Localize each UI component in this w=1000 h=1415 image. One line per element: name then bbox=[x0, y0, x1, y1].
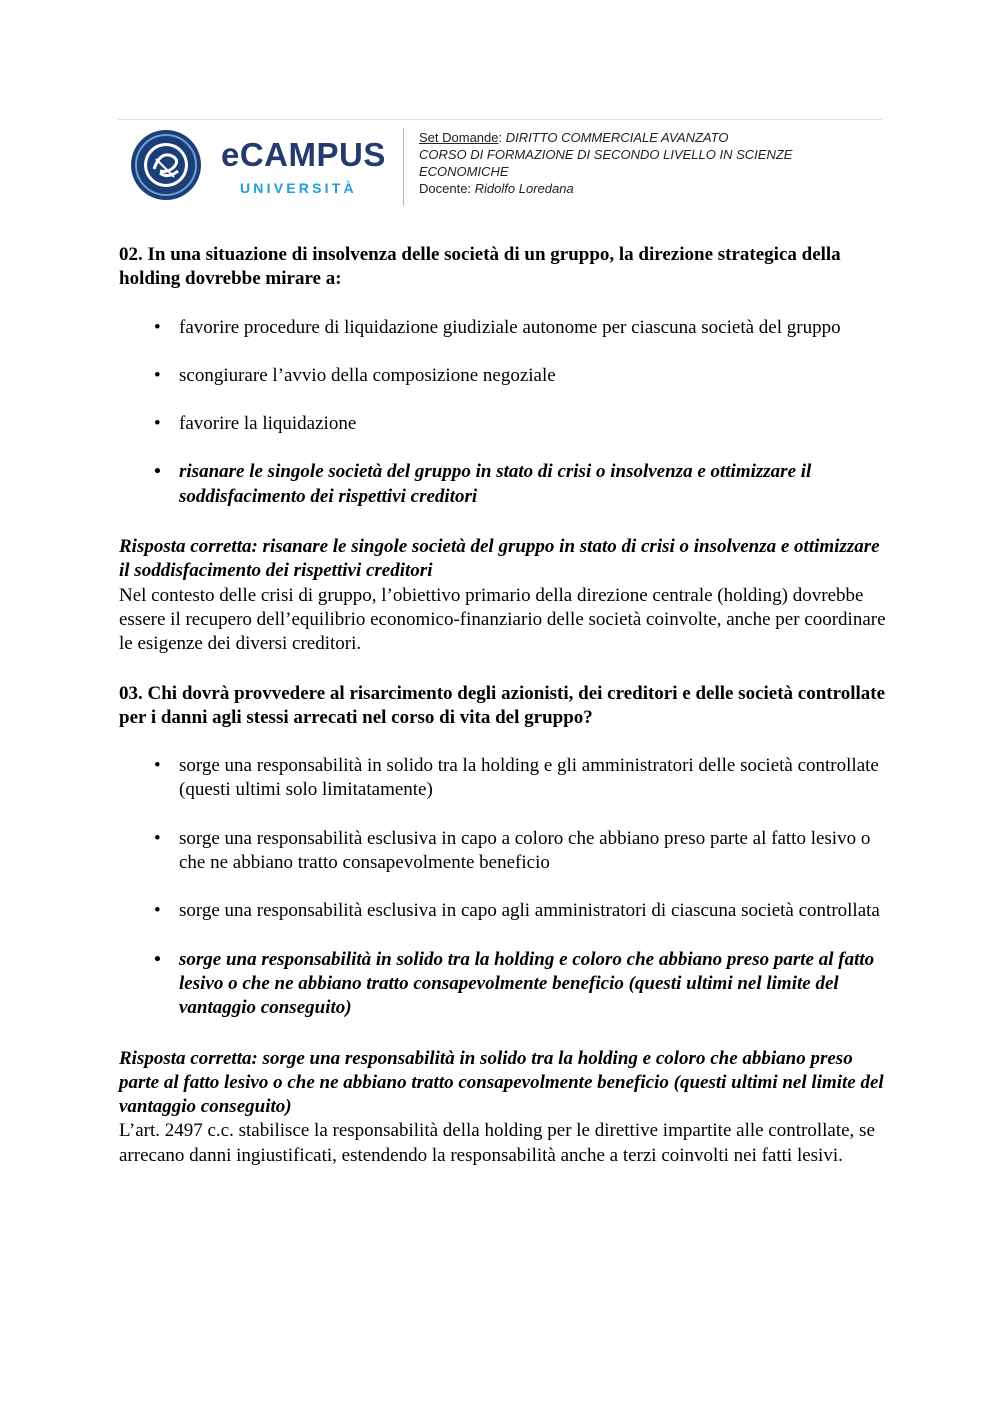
bullet-icon: • bbox=[154, 364, 161, 386]
question-03-explanation: L’art. 2497 c.c. stabilisce la responsabilità della holding per le direttive impartite alle controllate, se arrecano danni ingiustificati, estendendo la responsabilità anche a terzi coinvolti nei fatti lesivi. bbox=[119, 1120, 875, 1166]
docente-label: Docente bbox=[419, 181, 468, 196]
set-line: Set Domande: DIRITTO COMMERCIALE AVANZATO bbox=[419, 130, 729, 145]
bullet-icon: • bbox=[154, 316, 161, 338]
logo-subtitle: UNIVERSITÀ bbox=[240, 180, 357, 196]
question-02-explanation: Nel contesto delle crisi di gruppo, l’obiettivo primario della direzione centrale (holding) dovrebbe essere il recupero dell’equilibrio economico-finanziario delle società coinvolte, anche per coordinare le esigenze dei diversi creditori. bbox=[119, 584, 886, 655]
course-line-1: CORSO DI FORMAZIONE DI SECONDO LIVELLO IN SCIENZE bbox=[419, 147, 793, 162]
bullet-icon: • bbox=[154, 755, 161, 777]
logo-wordmark: eCAMPUS bbox=[221, 136, 386, 173]
ecampus-logo bbox=[126, 125, 396, 205]
question-02-option-correct: • risanare le singole società del gruppo in stato di crisi o insolvenza e ottimizzare il soddisfacimento dei rispettivi creditori bbox=[154, 461, 812, 507]
bullet-icon: • bbox=[154, 413, 161, 435]
question-02-option: • favorire la liquidazione bbox=[119, 412, 889, 436]
question-03-option: • sorge una responsabilità esclusiva in capo a coloro che abbiano preso parte al fatto lesivo o che ne abbiano tratto consapevolmente beneficio bbox=[154, 827, 871, 874]
question-03-option-correct: • sorge una responsabilità in solido tra la holding e coloro che abbiano preso parte al fatto lesivo o che ne abbiano tratto consapevolmente beneficio (questi ultimi nel limite del vantaggio conseguito) bbox=[154, 948, 875, 1019]
question-02-title: 02. In una situazione di insolvenza delle società di un gruppo, la direzione strategica della holding dovrebbe mirare a: bbox=[119, 244, 841, 290]
docente-value: Ridolfo Loredana bbox=[474, 181, 574, 196]
set-value: DIRITTO COMMERCIALE AVANZATO bbox=[505, 130, 729, 145]
header-top-rule bbox=[118, 119, 882, 120]
question-02-option: • scongiurare l’avvio della composizione negoziale bbox=[119, 364, 889, 388]
question-03-option: • sorge una responsabilità in solido tra la holding e gli amministratori delle società controllate (questi ultimi solo limitatamente) bbox=[154, 755, 879, 801]
question-03-option: • sorge una responsabilità esclusiva in capo agli amministratori di ciascuna società controllata bbox=[119, 899, 889, 923]
question-02-option: • favorire procedure di liquidazione giudiziale autonome per ciascuna società del gruppo bbox=[119, 316, 889, 340]
question-03-answer: Risposta corretta: sorge una responsabilità in solido tra la holding e coloro che abbiano preso parte al fatto lesivo o che ne abbiano tratto consapevolmente beneficio (questi ultimi nel limite del vantaggio conseguito) bbox=[119, 1047, 884, 1118]
course-line-2: ECONOMICHE bbox=[419, 164, 509, 179]
bullet-icon: • bbox=[154, 461, 161, 483]
question-02-answer: Risposta corretta: risanare le singole società del gruppo in stato di crisi o insolvenza e ottimizzare il soddisfacimento dei rispettivi creditori bbox=[119, 536, 880, 582]
header-divider bbox=[403, 128, 404, 206]
set-label: Set Domande bbox=[419, 130, 499, 145]
question-03-options bbox=[119, 754, 889, 1020]
question-03-title: 03. Chi dovrà provvedere al risarcimento degli azionisti, dei creditori e delle società controllate per i danni agli stessi arrecati nel corso di vita del gruppo? bbox=[119, 682, 886, 728]
bullet-icon: • bbox=[154, 827, 161, 849]
questions-content bbox=[119, 243, 889, 1168]
docente-line: Docente: Ridolfo Loredana bbox=[419, 181, 574, 196]
bullet-icon: • bbox=[154, 948, 161, 970]
question-02-options bbox=[119, 316, 889, 509]
bullet-icon: • bbox=[154, 900, 161, 922]
course-info bbox=[419, 129, 879, 197]
ecampus-emblem-icon bbox=[130, 129, 202, 201]
